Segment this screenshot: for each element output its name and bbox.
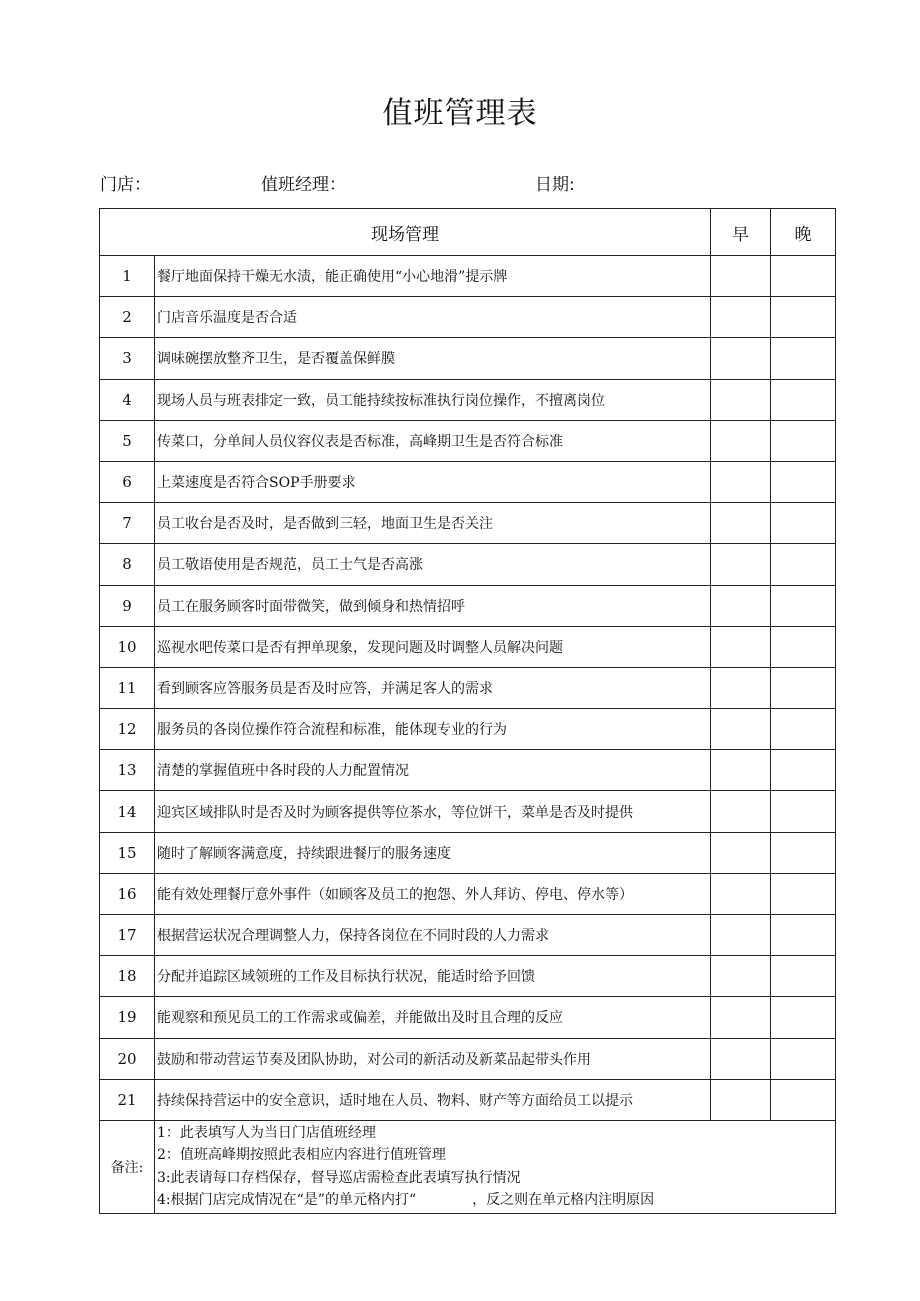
row-number: 4 [100,379,155,420]
evening-check-cell[interactable] [771,338,836,379]
row-number: 14 [100,791,155,832]
row-check-item: 餐厅地面保持干燥无水渍，能正确使用“小心地滑”提示牌 [155,256,711,297]
header-fields [100,170,840,194]
evening-check-cell[interactable] [771,956,836,997]
morning-check-cell[interactable] [711,709,771,750]
row-number: 20 [100,1038,155,1079]
notes-label: 备注: [100,1120,155,1213]
table-row [100,544,836,585]
morning-check-cell[interactable] [711,461,771,502]
evening-check-cell[interactable] [771,585,836,626]
table-row [100,585,836,626]
table-row [100,379,836,420]
row-check-item: 上菜速度是否符合SOP手册要求 [155,461,711,502]
row-check-item: 巡视水吧传菜口是否有押单现象，发现问题及时调整人员解决问题 [155,626,711,667]
evening-check-cell[interactable] [771,379,836,420]
table-row [100,503,836,544]
row-check-item: 员工敬语使用是否规范，员工士气是否高涨 [155,544,711,585]
morning-check-cell[interactable] [711,544,771,585]
evening-check-cell[interactable] [771,544,836,585]
row-number: 10 [100,626,155,667]
note-line: 1：此表填写人为当日门店值班经理 [157,1124,376,1141]
row-check-item: 看到顾客应答服务员是否及时应答，并满足客人的需求 [155,667,711,708]
note-line: 3:此表请每口存档保存，督导巡店需检查此表填写执行情况 [157,1169,521,1186]
table-row [100,997,836,1038]
table-row [100,791,836,832]
morning-check-cell[interactable] [711,750,771,791]
evening-check-cell[interactable] [771,626,836,667]
store-label: 门店： [100,175,151,195]
table-row [100,1038,836,1079]
row-number: 1 [100,256,155,297]
table-row [100,873,836,914]
evening-check-cell[interactable] [771,667,836,708]
morning-check-cell[interactable] [711,256,771,297]
table-row [100,461,836,502]
row-check-item: 员工收台是否及时，是否做到三轻，地面卫生是否关注 [155,503,711,544]
table-row [100,1079,836,1120]
evening-check-cell[interactable] [771,997,836,1038]
evening-check-cell[interactable] [771,873,836,914]
evening-check-cell[interactable] [771,420,836,461]
row-number: 7 [100,503,155,544]
column-header-evening: 晚 [771,209,836,256]
morning-check-cell[interactable] [711,1038,771,1079]
row-check-item: 传菜口，分单间人员仪容仪表是否标准，高峰期卫生是否符合标准 [155,420,711,461]
row-number: 6 [100,461,155,502]
row-check-item: 清楚的掌握值班中各时段的人力配置情况 [155,750,711,791]
row-check-item: 能观察和预见员工的工作需求或偏差，并能做出及时且合理的反应 [155,997,711,1038]
table-row [100,667,836,708]
morning-check-cell[interactable] [711,585,771,626]
table-row [100,750,836,791]
morning-check-cell[interactable] [711,997,771,1038]
row-check-item: 鼓励和带动营运节奏及团队协助，对公司的新活动及新菜品起带头作用 [155,1038,711,1079]
row-number: 16 [100,873,155,914]
note-line: 2：值班高峰期按照此表相应内容进行值班管理 [157,1147,446,1164]
duty-checklist-table [99,208,836,1214]
column-header-onsite-management: 现场管理 [100,209,711,256]
row-check-item: 现场人员与班表排定一致，员工能持续按标准执行岗位操作，不擅离岗位 [155,379,711,420]
table-row [100,626,836,667]
evening-check-cell[interactable] [771,1038,836,1079]
row-number: 18 [100,956,155,997]
column-header-morning: 早 [711,209,771,256]
morning-check-cell[interactable] [711,832,771,873]
row-number: 19 [100,997,155,1038]
evening-check-cell[interactable] [771,915,836,956]
evening-check-cell[interactable] [771,709,836,750]
row-number: 3 [100,338,155,379]
row-number: 8 [100,544,155,585]
evening-check-cell[interactable] [771,750,836,791]
morning-check-cell[interactable] [711,420,771,461]
morning-check-cell[interactable] [711,791,771,832]
document-title: 值班管理表 [382,96,538,131]
evening-check-cell[interactable] [771,832,836,873]
evening-check-cell[interactable] [771,297,836,338]
table-row [100,297,836,338]
row-check-item: 随时了解顾客满意度，持续跟进餐厅的服务速度 [155,832,711,873]
table-row [100,915,836,956]
row-number: 5 [100,420,155,461]
row-number: 11 [100,667,155,708]
row-number: 15 [100,832,155,873]
morning-check-cell[interactable] [711,915,771,956]
row-check-item: 调味碗摆放整齐卫生，是否覆盖保鲜膜 [155,338,711,379]
row-check-item: 根据营运状况合理调整人力，保持各岗位在不同时段的人力需求 [155,915,711,956]
morning-check-cell[interactable] [711,667,771,708]
evening-check-cell[interactable] [771,461,836,502]
table-row [100,709,836,750]
table-row [100,256,836,297]
duty-manager-label: 值班经理： [261,175,346,195]
note-line: 4:根据门店完成情况在“是”的单元格内打“ ，反之则在单元格内注明原因 [157,1192,655,1209]
row-number: 9 [100,585,155,626]
row-number: 2 [100,297,155,338]
table-row [100,338,836,379]
row-check-item: 员工在服务顾客时面带微笑，做到倾身和热情招呼 [155,585,711,626]
morning-check-cell[interactable] [711,873,771,914]
morning-check-cell[interactable] [711,379,771,420]
row-check-item: 分配并追踪区域领班的工作及目标执行状况，能适时给予回馈 [155,956,711,997]
morning-check-cell[interactable] [711,338,771,379]
morning-check-cell[interactable] [711,1079,771,1120]
table-row [100,420,836,461]
row-check-item: 持续保持营运中的安全意识，适时地在人员、物料、财产等方面给员工以提示 [155,1079,711,1120]
table-row [100,832,836,873]
row-check-item: 门店音乐温度是否合适 [155,297,711,338]
evening-check-cell[interactable] [771,503,836,544]
table-row [100,956,836,997]
row-number: 21 [100,1079,155,1120]
morning-check-cell[interactable] [711,297,771,338]
morning-check-cell[interactable] [711,956,771,997]
row-number: 13 [100,750,155,791]
date-label: 日期: [535,175,575,195]
evening-check-cell[interactable] [771,256,836,297]
row-check-item: 能有效处理餐厅意外事件（如顾客及员工的抱怨、外人拜访、停电、停水等） [155,873,711,914]
row-number: 12 [100,709,155,750]
evening-check-cell[interactable] [771,1079,836,1120]
morning-check-cell[interactable] [711,626,771,667]
notes-content [155,1120,836,1213]
evening-check-cell[interactable] [771,791,836,832]
row-check-item: 服务员的各岗位操作符合流程和标准，能体现专业的行为 [155,709,711,750]
table-header-row [100,209,836,256]
morning-check-cell[interactable] [711,503,771,544]
row-check-item: 迎宾区域排队时是否及时为顾客提供等位茶水，等位饼干，菜单是否及时提供 [155,791,711,832]
notes-row [100,1120,836,1213]
row-number: 17 [100,915,155,956]
